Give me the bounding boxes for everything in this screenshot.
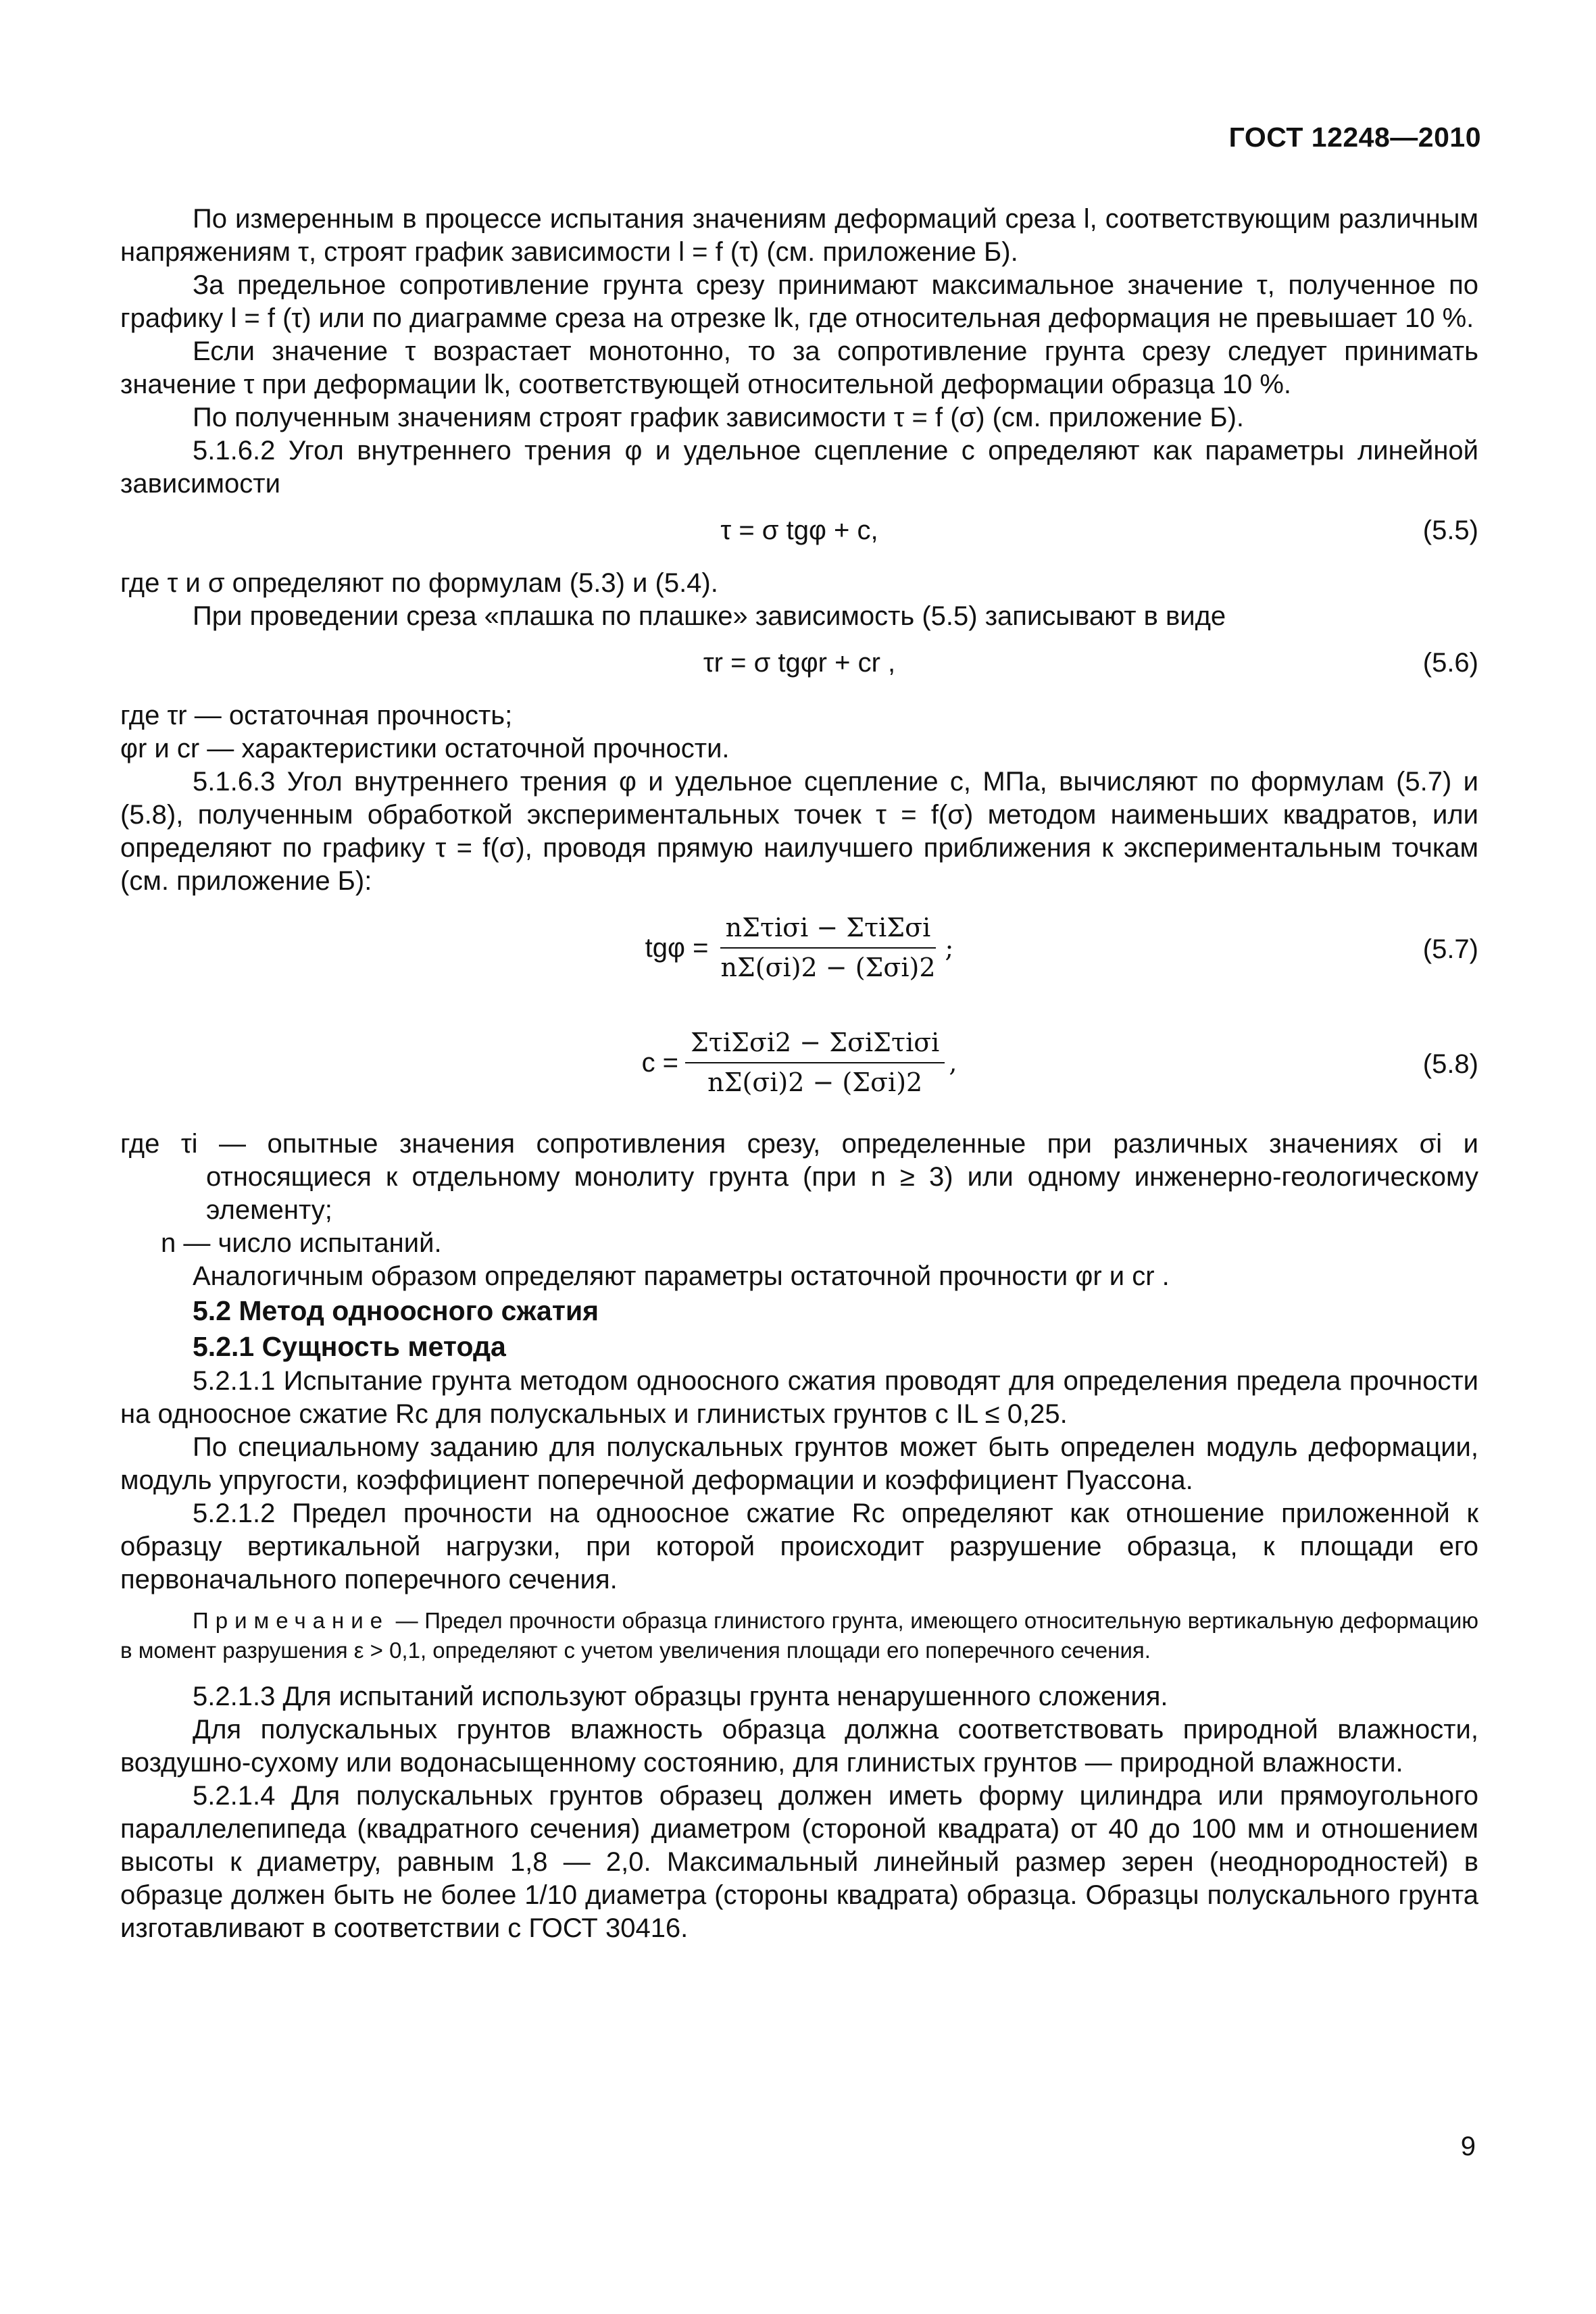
formula-5-7	[120, 898, 1478, 1013]
formula-5-6	[120, 633, 1478, 699]
definition-line: n — число испытаний.	[161, 1228, 442, 1258]
subsection-heading: 5.2.1 Сущность метода	[193, 1331, 506, 1362]
paragraph: 5.2.1.4 Для полускальных грунтов образец должен иметь форму цилиндра или прямоугольного параллелепипеда (квадратного сечения) диаметром (стороной квадрата) от 40 до 100 мм и отношением высоты к диаметру, равным 1,8 — 2,0. Максимальный линейный размер зерен (неоднородностей) в образце должен быть не более 1/10 диаметра (стороны квадрата) образца. Образцы полускального грунта изготавливают в соответствии с ГОСТ 30416.	[120, 1781, 1478, 1943]
formula-lhs: c =	[641, 1047, 679, 1078]
definition-line: где τi — опытные значения сопротивления срезу, определенные при различных значениях σi и относящиеся к отдельному монолиту грунта (при n ≥ 3) или одному инженерно-геологическому элементу;	[120, 1129, 1478, 1225]
fraction-denominator: nΣ(σi)2 − (Σσi)2	[707, 1067, 923, 1097]
formula-expression: τ = σ tgφ + c,	[720, 515, 878, 545]
formula-tail: ;	[945, 932, 954, 963]
fraction-denominator: nΣ(σi)2 − (Σσi)2	[720, 953, 936, 982]
fraction-numerator: ΣτiΣσi2 − ΣσiΣτiσi	[685, 1026, 945, 1063]
paragraph: По специальному заданию для полускальных грунтов может быть определен модуль деформации, модуль упругости, коэффициент поперечной деформации и коэффициент Пуассона.	[120, 1432, 1478, 1495]
paragraph: За предельное сопротивление грунта срезу принимают максимальное значение τ, полученное по графику l = f (τ) или по диаграмме среза на отрезке lk, где относительная деформация не превышает 10 %.	[120, 270, 1478, 333]
formula-number: (5.7)	[1422, 934, 1478, 964]
paragraph: где τ и σ определяют по формулам (5.3) и (5.4).	[120, 568, 718, 598]
definition-line: φr и cr — характеристики остаточной прочности.	[120, 734, 730, 763]
paragraph: 5.2.1.2 Предел прочности на одноосное сжатие Rc определяют как отношение приложенной к образцу вертикальной нагрузки, при которой происходит разрушение образца, к площади его первоначального поперечного сечения.	[120, 1499, 1478, 1594]
page-number: 9	[1460, 2132, 1476, 2161]
definition-line: где τr — остаточная прочность;	[120, 701, 513, 730]
fraction	[642, 1026, 957, 1099]
paragraph: 5.2.1.3 Для испытаний используют образцы грунта ненарушенного сложения.	[193, 1682, 1168, 1711]
paragraph: Аналогичным образом определяют параметры остаточной прочности φr и cr .	[193, 1261, 1170, 1291]
formula-number: (5.6)	[1422, 648, 1478, 678]
formula-tail: ,	[949, 1047, 957, 1078]
paragraph: По измеренным в процессе испытания значениям деформаций среза l, соответствующим различным напряжениям τ, строят график зависимости l = f (τ) (см. приложение Б).	[120, 204, 1478, 267]
paragraph: При проведении среза «плашка по плашке» зависимость (5.5) записывают в виде	[193, 601, 1226, 631]
note	[120, 1606, 1478, 1665]
paragraph: 5.2.1.1 Испытание грунта методом одноосного сжатия проводят для определения предела прочности на одноосное сжатие Rc для полускальных и глинистых грунтов с IL ≤ 0,25.	[120, 1366, 1478, 1429]
fraction	[645, 911, 954, 984]
note-label: Примечание	[193, 1608, 390, 1633]
paragraph: 5.1.6.3 Угол внутреннего трения φ и удельное сцепление c, МПа, вычисляют по формулам (5.7) и (5.8), полученным обработкой экспериментальных точек τ = f(σ) методом наименьших квадратов, или определяют по графику τ = f(σ), проводя прямую наилучшего приближения к экспериментальным точкам (см. приложение Б):	[120, 767, 1478, 896]
fraction-numerator: nΣτiσi − ΣτiΣσi	[720, 911, 937, 949]
paragraph: 5.1.6.2 Угол внутреннего трения φ и удельное сцепление c определяют как параметры линейной зависимости	[120, 436, 1478, 499]
note-text: — Предел прочности образца глинистого грунта, имеющего относительную вертикальную деформацию в момент разрушения ε > 0,1, определяют с учетом увеличения площади его поперечного сечения.	[120, 1608, 1478, 1663]
formula-lhs: tgφ =	[645, 932, 709, 963]
formula-number: (5.5)	[1422, 515, 1478, 545]
formula-number: (5.8)	[1422, 1049, 1478, 1079]
paragraph: Если значение τ возрастает монотонно, то за сопротивление грунта срезу следует принимать значение τ при деформации lk, соответствующей относительной деформации образца 10 %.	[120, 336, 1478, 399]
formula-5-5	[120, 501, 1478, 567]
formula-expression: τr = σ tgφr + cr ,	[703, 648, 896, 678]
body-text	[120, 203, 1478, 1945]
paragraph: По полученным значениям строят график зависимости τ = f (σ) (см. приложение Б).	[193, 403, 1245, 432]
paragraph: Для полускальных грунтов влажность образца должна соответствовать природной влажности, воздушно-сухому или водонасыщенному состоянию, для глинистых грунтов — природной влажности.	[120, 1715, 1478, 1778]
section-heading: 5.2 Метод одноосного сжатия	[193, 1295, 599, 1326]
formula-5-8	[120, 1013, 1478, 1128]
standard-code-header: ГОСТ 12248—2010	[1228, 122, 1481, 153]
